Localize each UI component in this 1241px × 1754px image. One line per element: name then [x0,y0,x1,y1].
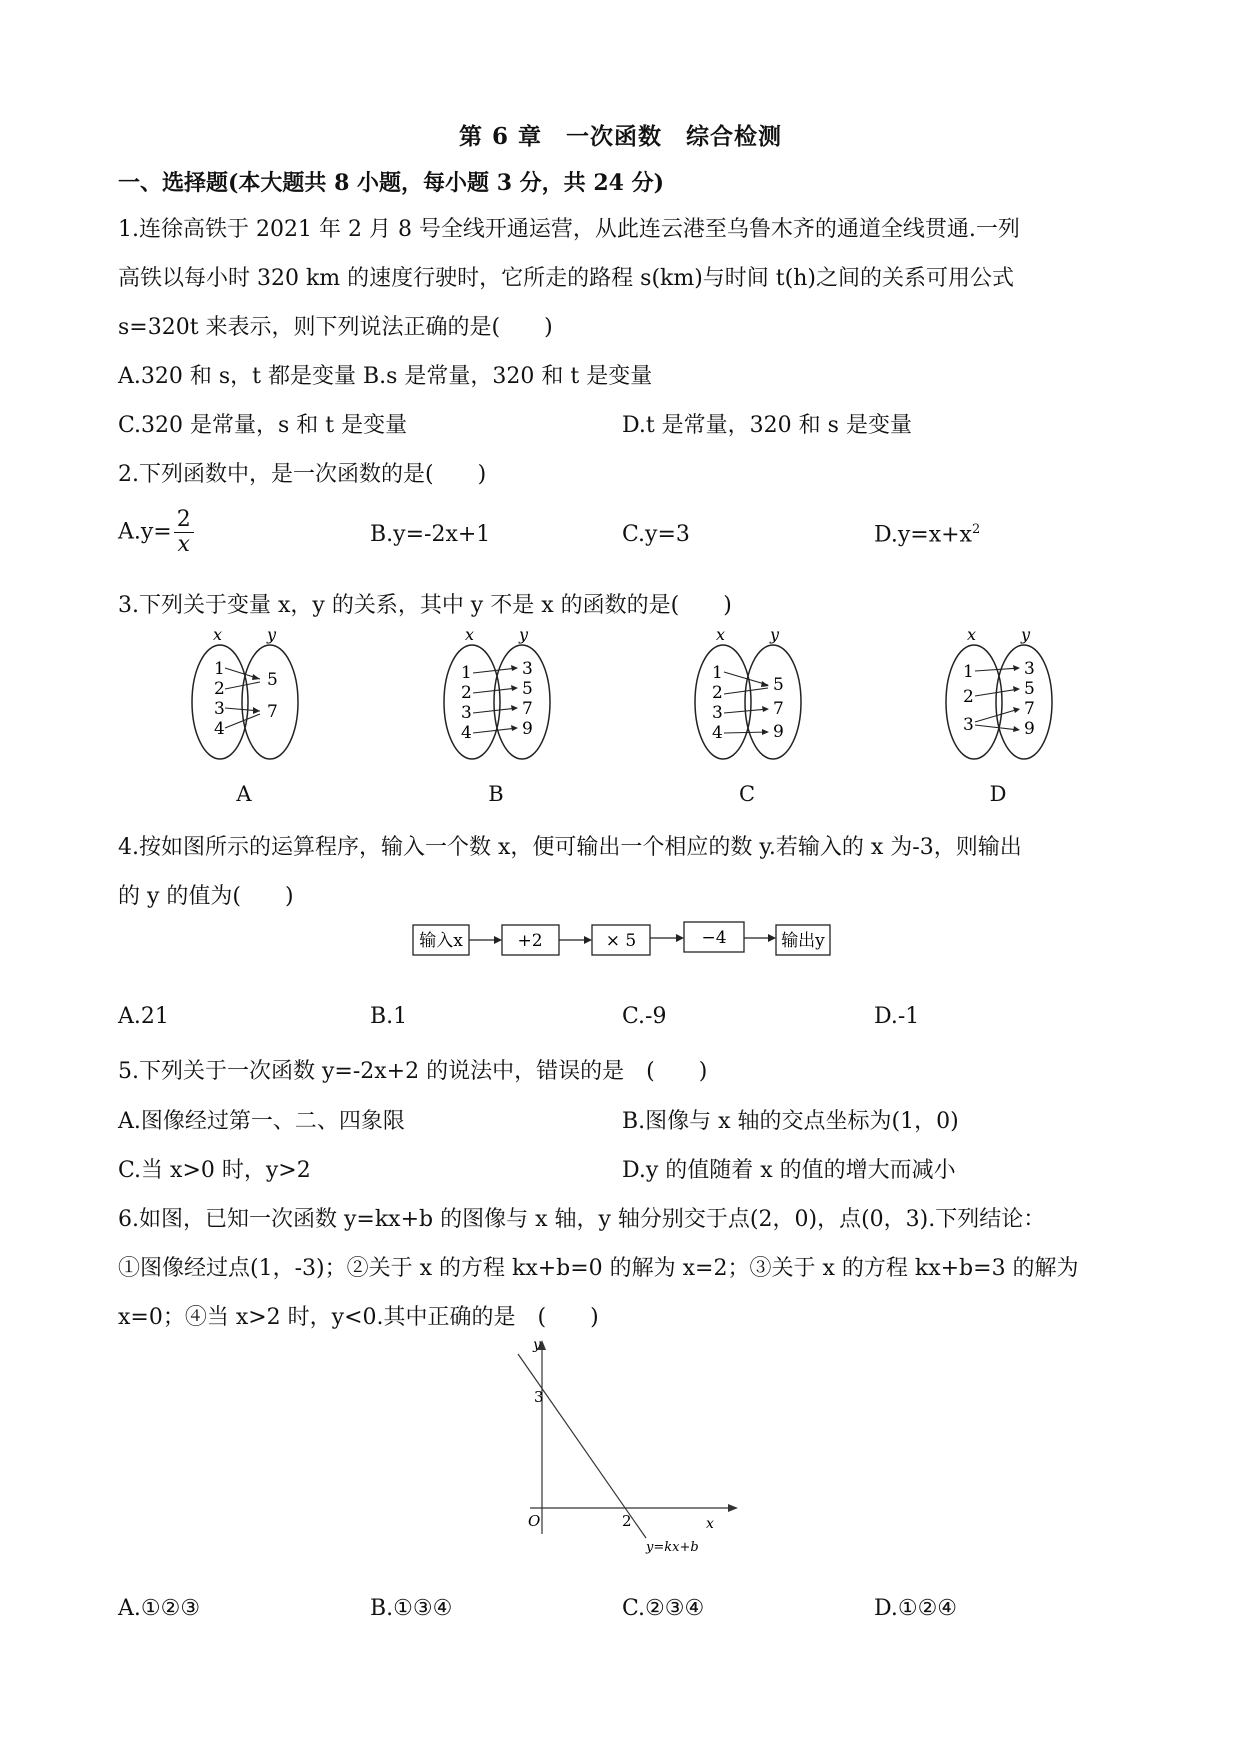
arrowhead [768,934,776,942]
range-value: 3 [1024,659,1035,679]
q2-option-d-base: D.y=x+x [874,522,972,548]
q2-option-b: B.y=-2x+1 [370,522,491,547]
page-title: 第 6 章 一次函数 综合检测 [458,123,783,150]
arrowhead [494,936,502,944]
mapping-diagram-c [688,622,808,767]
q2-option-d [874,522,980,547]
arrowhead [253,707,260,714]
domain-ellipse [946,645,1002,759]
domain-ellipse [444,645,500,759]
flow-label-input: 输入x [419,931,463,951]
domain-value: 2 [214,679,225,699]
range-value: 7 [1024,699,1035,719]
arrowhead [1013,686,1020,692]
section-heading: 一、选择题(本大题共 8 小题，每小题 3 分，共 24 分) [118,170,665,196]
domain-value: 3 [461,703,472,723]
range-value: 5 [1024,679,1035,699]
domain-value: 2 [963,687,974,707]
arrowhead [728,1504,738,1512]
axis-x-label: x [213,625,223,644]
axis-y-label: y [519,625,529,644]
q5-option-a: A.图像经过第一、二、四象限 [118,1109,405,1134]
q2-option-a-prefix: A.y= [118,519,172,545]
domain-ellipse [695,645,751,759]
mapping-arrow [724,732,768,733]
graph-origin-label: O [528,1512,541,1530]
domain-value: 2 [712,683,723,703]
domain-value: 2 [461,683,472,703]
arrowhead [511,725,518,731]
range-value: 9 [1024,719,1035,739]
axis-y-label: y [267,625,277,644]
mapping-diagram-a [185,622,305,767]
q4-option-a: A.21 [118,1004,169,1029]
range-value: 5 [522,679,533,699]
domain-value: 1 [963,662,974,682]
range-value: 7 [773,699,784,719]
range-value: 3 [522,659,533,679]
graph-x-intercept-label: 2 [622,1512,632,1530]
arrowhead [762,729,769,735]
diagram-caption-b: B [488,782,504,806]
q6-option-c: C.②③④ [622,1596,705,1621]
mapping-arrow [975,725,1019,730]
mapping-arrow [473,728,517,733]
range-value: 7 [522,699,533,719]
graph-line-label: y=kx+b [646,1540,699,1555]
q5-option-c: C.当 x>0 时，y>2 [118,1158,311,1183]
diagram-caption-d: D [989,782,1007,806]
q4-line1: 4.按如图所示的运算程序，输入一个数 x，便可输出一个相应的数 y.若输入的 x 为-3，则输出 [118,835,1022,860]
q2-option-d-exponent: 2 [971,522,981,537]
domain-value: 1 [461,663,472,683]
arrowhead [762,706,769,712]
arrowhead [511,665,518,671]
range-value: 7 [267,702,278,722]
arrowhead [511,705,518,711]
mapping-diagram-b [437,622,557,767]
axis-y-label: y [1021,625,1031,644]
arrowhead [1013,707,1020,713]
arrowhead [676,934,684,942]
fraction [174,508,194,557]
domain-value: 3 [214,699,225,719]
q2-option-c: C.y=3 [622,522,690,547]
arrowhead [761,681,769,687]
axis-x-label: x [716,625,726,644]
q4-line2: 的 y 的值为( ) [118,884,294,909]
range-value: 9 [522,719,533,739]
flow-label-output: 输出y [781,931,825,951]
q1-option-c: C.320 是常量，s 和 t 是变量 [118,413,408,438]
q1-line3: s=320t 来表示，则下列说法正确的是( ) [118,315,553,340]
domain-value: 4 [461,723,472,743]
q4-option-c: C.-9 [622,1004,667,1029]
q6-option-d: D.①②④ [874,1596,958,1621]
q6-option-a: A.①②③ [118,1596,201,1621]
function-line [518,1354,646,1538]
fraction-denominator: x [177,532,190,557]
domain-value: 4 [712,723,723,743]
q5-option-b: B.图像与 x 轴的交点坐标为(1，0) [622,1109,959,1134]
q6-line3: x=0；④当 x>2 时，y<0.其中正确的是 ( ) [118,1305,599,1330]
axis-x-label: x [465,625,475,644]
flow-label-add: +2 [517,931,543,951]
q6-line1: 6.如图，已知一次函数 y=kx+b 的图像与 x 轴，y 轴分别交于点(2，0)，点(0，3).下列结论： [118,1207,1046,1232]
arrowhead [511,685,518,691]
axis-x-label: x [967,625,977,644]
q4-option-d: D.-1 [874,1004,920,1029]
range-value: 5 [267,670,278,690]
q1-line2: 高铁以每小时 320 km 的速度行驶时，它所走的路程 s(km)与时间 t(h)之间的关系可用公式 [118,266,1014,291]
q2-option-a [118,508,194,557]
arrowhead [1013,726,1020,732]
graph-x-label: x [706,1516,714,1532]
q6-option-b: B.①③④ [370,1596,453,1621]
range-value: 5 [773,675,784,695]
range-value: 9 [773,722,784,742]
arrowhead [1013,665,1020,671]
diagram-caption-c: C [738,782,756,806]
q6-line2: ①图像经过点(1，-3)；②关于 x 的方程 kx+b=0 的解为 x=2；③关于 x 的方程 kx+b=3 的解为 [118,1256,1079,1281]
q4-option-b: B.1 [370,1004,408,1029]
q1-option-d: D.t 是常量，320 和 s 是变量 [622,413,912,438]
q3-stem: 3.下列关于变量 x，y 的关系，其中 y 不是 x 的函数的是( ) [118,593,732,618]
fraction-numerator: 2 [174,508,194,533]
q1-line1: 1.连徐高铁于 2021 年 2 月 8 号全线开通运营，从此连云港至乌鲁木齐的通道全线贯通.一列 [118,217,1020,242]
axis-y-label: y [770,625,780,644]
operation-flowchart [412,916,832,962]
q5-stem: 5.下列关于一次函数 y=-2x+2 的说法中，错误的是 ( ) [118,1059,708,1084]
linear-function-graph [508,1338,748,1568]
domain-value: 4 [214,719,225,739]
q5-option-d: D.y 的值随着 x 的值的增大而减小 [622,1158,956,1183]
diagram-caption-a: A [236,782,252,806]
domain-value: 3 [963,715,974,735]
q2-stem: 2.下列函数中，是一次函数的是( ) [118,462,487,487]
graph-y-intercept-label: 3 [534,1388,544,1406]
domain-value: 1 [214,659,225,679]
flow-label-subtract: −4 [701,928,727,948]
domain-value: 3 [712,703,723,723]
domain-value: 1 [712,663,723,683]
q1-option-a: A.320 和 s，t 都是变量 B.s 是常量，320 和 t 是变量 [118,364,653,389]
flow-label-multiply: × 5 [605,931,637,951]
arrowhead [584,936,592,944]
graph-y-label: y [533,1338,541,1353]
mapping-diagram-d [939,622,1059,767]
arrowhead [252,674,260,680]
